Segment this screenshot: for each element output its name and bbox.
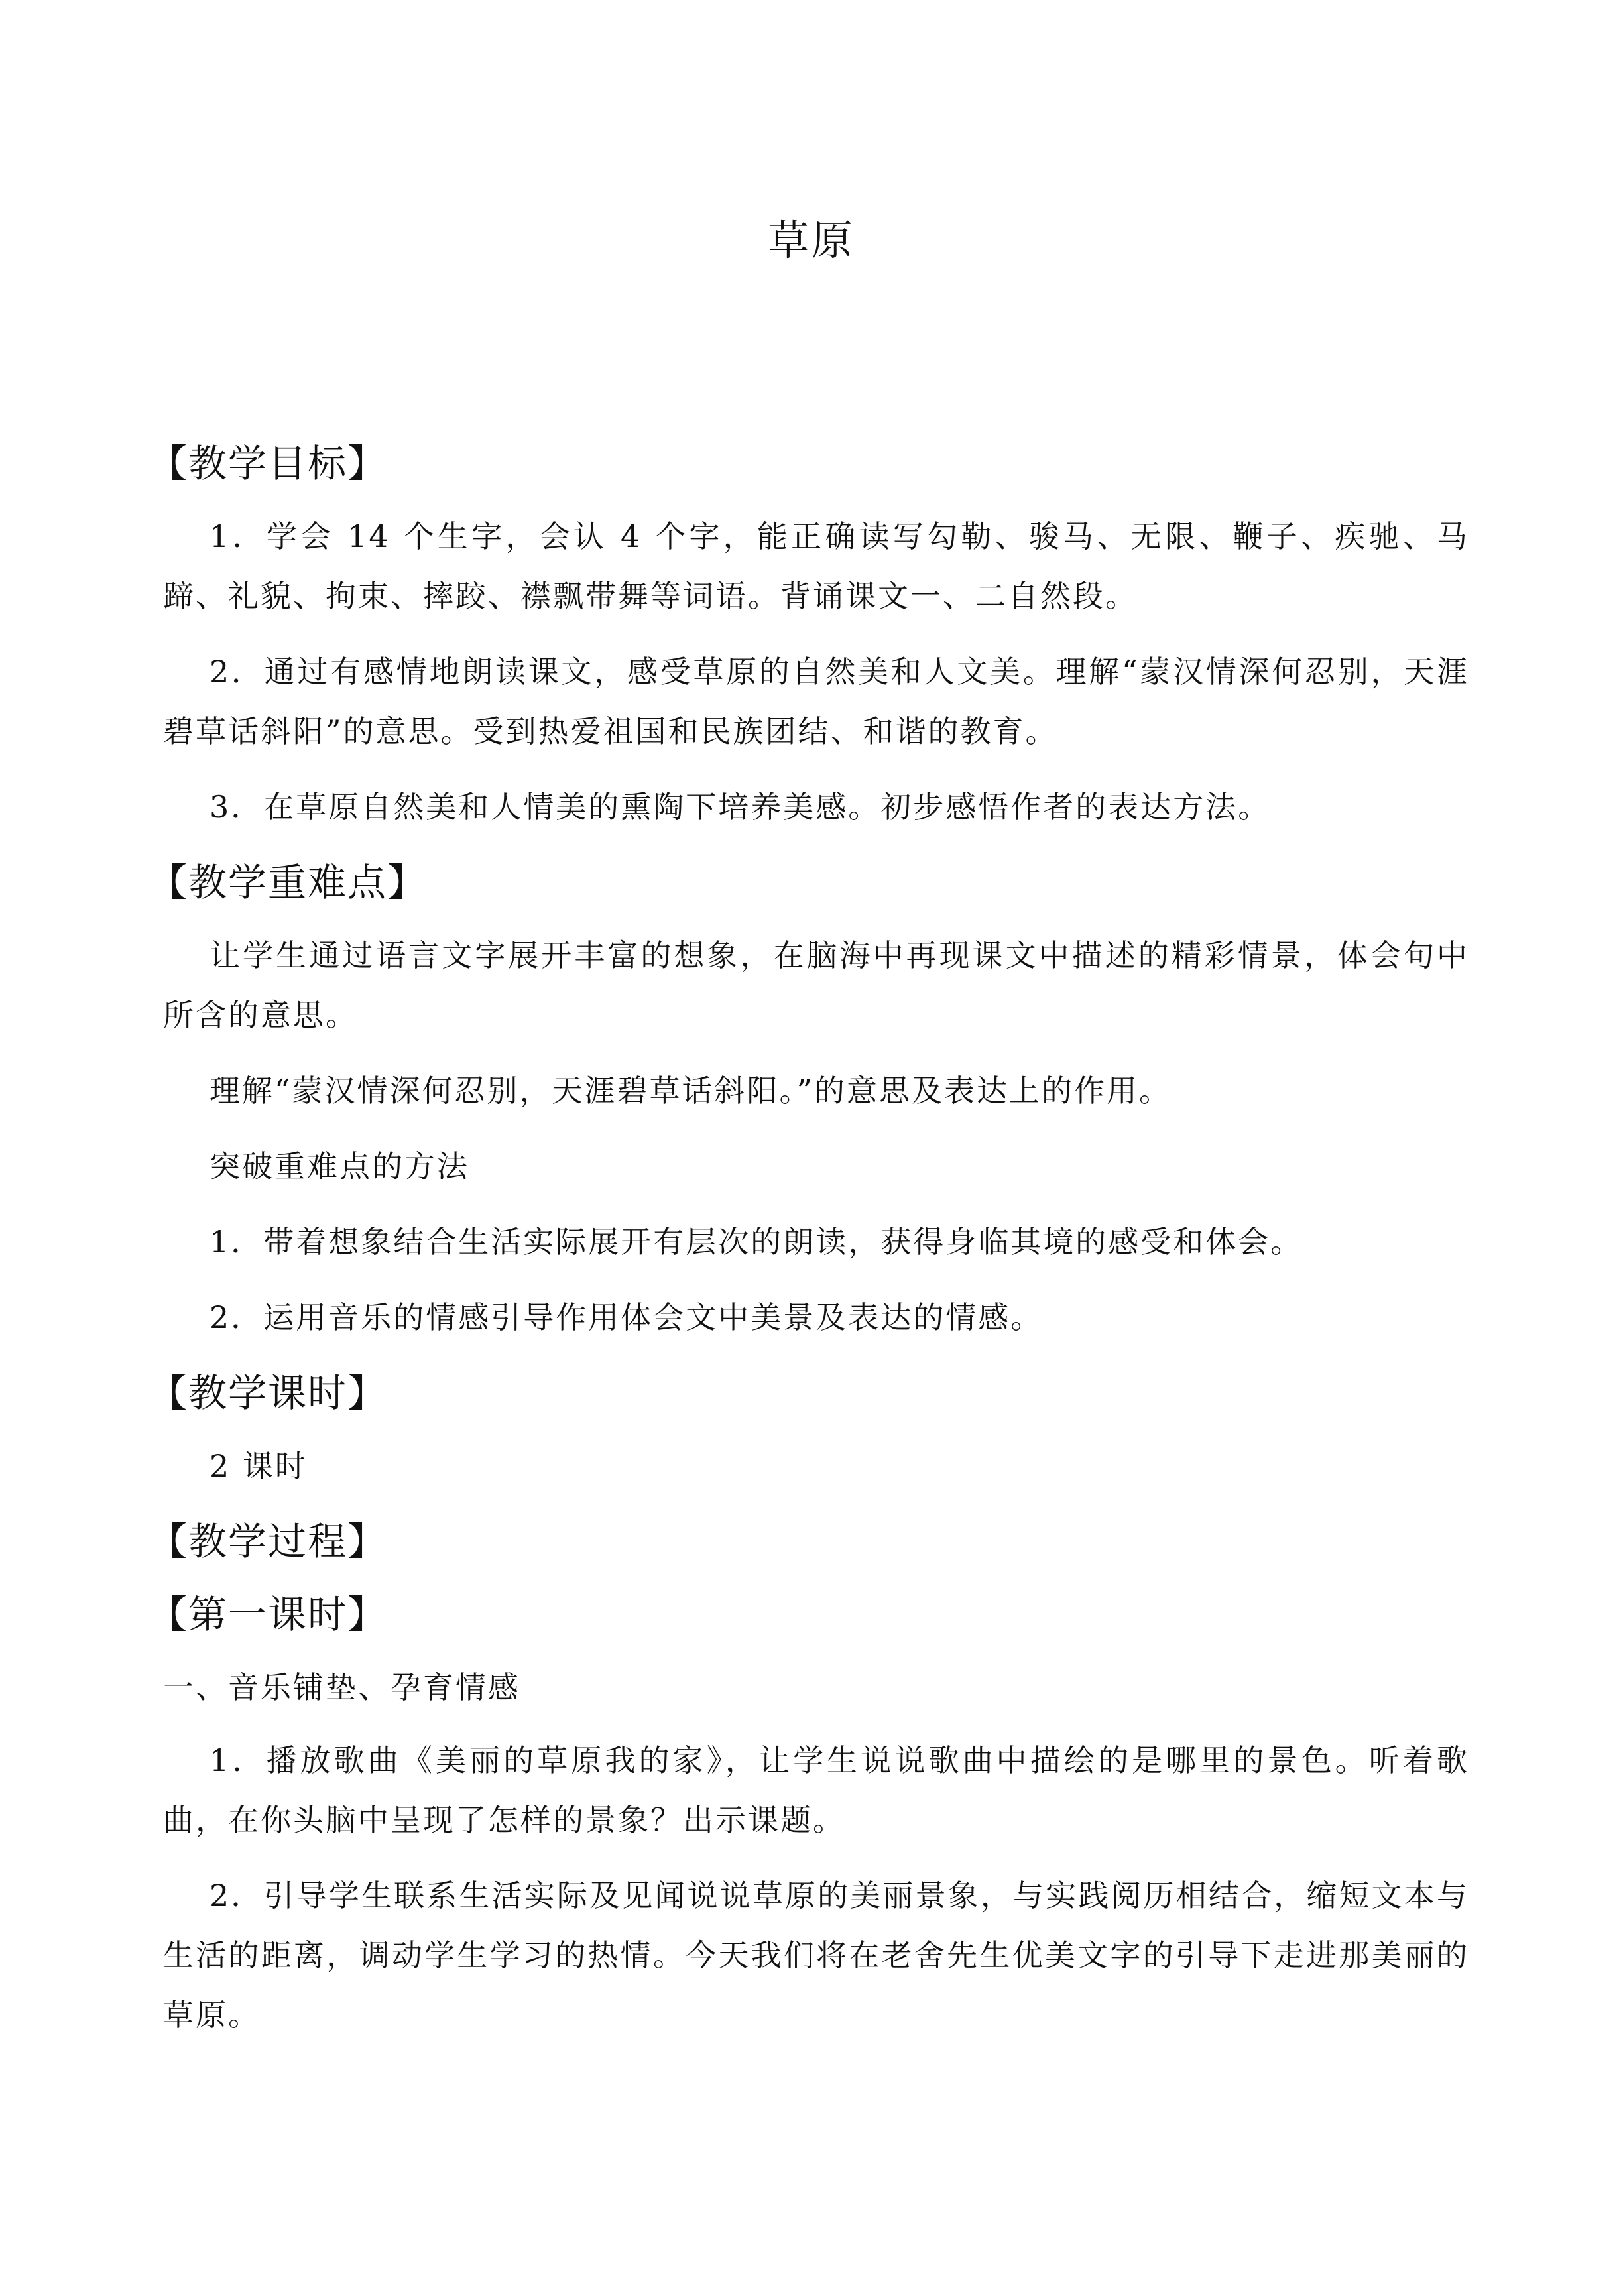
first-lesson-item-2: 2．引导学生联系生活实际及见闻说说草原的美丽景象，与实践阅历相结合，缩短文本与生活的距离，调动学生学习的热情。今天我们将在老舍先生优美文字的引导下走进那美丽的草原。 xyxy=(163,1878,1469,2033)
class-hours-value: 2 课时 xyxy=(210,1448,308,1484)
section-heading-process: 【教学过程】 xyxy=(149,1519,388,1564)
section-heading-first-lesson: 【第一课时】 xyxy=(149,1592,388,1637)
section-heading-objectives: 【教学目标】 xyxy=(149,441,388,486)
key-points-method-1: 1．带着想象结合生活实际展开有层次的朗读，获得身临其境的感受和体会。 xyxy=(210,1224,1303,1260)
section-heading-class-hours: 【教学课时】 xyxy=(149,1370,388,1416)
objective-item-3: 3．在草原自然美和人情美的熏陶下培养美感。初步感悟作者的表达方法。 xyxy=(210,789,1271,825)
objective-item-1: 1．学会 14 个生字，会认 4 个字，能正确读写勾勒、骏马、无限、鞭子、疾驰、马蹄、礼貌、拘束、摔跤、襟飘带舞等词语。背诵课文一、二自然段。 xyxy=(163,518,1469,614)
key-points-method-label: 突破重难点的方法 xyxy=(210,1148,469,1184)
key-points-paragraph-1: 让学生通过语言文字展开丰富的想象，在脑海中再现课文中描述的精彩情景，体会句中所含的意思。 xyxy=(163,937,1469,1033)
document-title: 草原 xyxy=(767,216,855,265)
key-points-method-2: 2．运用音乐的情感引导作用体会文中美景及表达的情感。 xyxy=(210,1299,1044,1335)
document-body xyxy=(149,434,1469,2061)
first-lesson-item-1: 1．播放歌曲《美丽的草原我的家》，让学生说说歌曲中描绘的是哪里的景色。听着歌曲，在你头脑中呈现了怎样的景象？出示课题。 xyxy=(163,1742,1469,1838)
first-lesson-subheading: 一、音乐铺垫、孕育情感 xyxy=(163,1669,520,1705)
section-heading-key-points: 【教学重难点】 xyxy=(149,860,428,905)
key-points-paragraph-2: 理解“蒙汉情深何忍别，天涯碧草话斜阳。”的意思及表达上的作用。 xyxy=(210,1073,1172,1109)
objective-item-2: 2．通过有感情地朗读课文，感受草原的自然美和人文美。理解“蒙汉情深何忍别，天涯碧草话斜阳”的意思。受到热爱祖国和民族团结、和谐的教育。 xyxy=(163,654,1469,749)
